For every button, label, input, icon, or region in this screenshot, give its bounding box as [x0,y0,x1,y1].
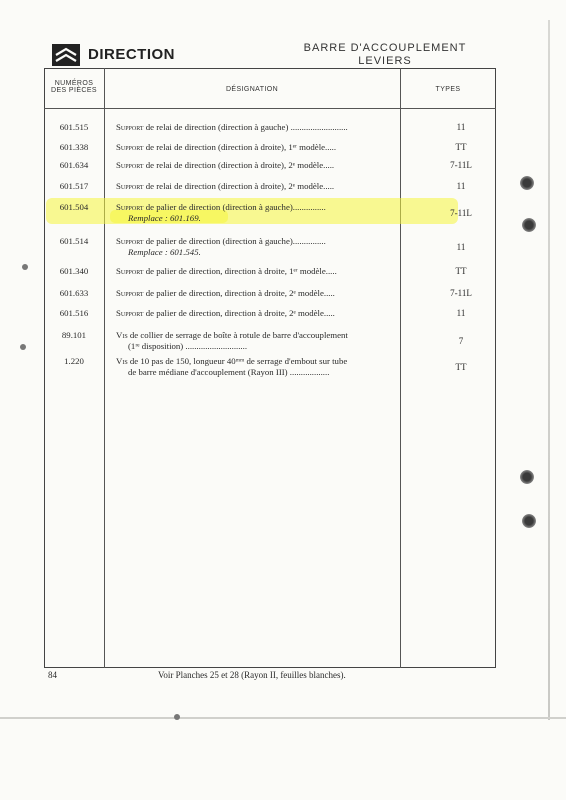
punch-hole-icon [522,514,536,528]
column-header-numbers [44,80,104,94]
designation-text: de palier de direction (direction à gauche)............... [143,236,326,246]
section-title: DIRECTION [88,46,175,63]
scan-edge [548,20,550,720]
designation-text: de relai de direction (direction à droite), 2ᵉ modèle..... [143,160,335,170]
designation-lead: Support [116,288,144,298]
page-number: 84 [48,670,57,680]
citroen-logo-icon [52,44,80,66]
designation-subline: Remplace : 601.169. [128,213,201,223]
part-designation [116,160,436,171]
part-designation [116,356,436,378]
part-designation [116,122,436,133]
column-header-designation: DÉSIGNATION [225,86,279,93]
designation-subline: de barre médiane d'accouplement (Rayon III) .................. [128,367,330,377]
punch-hole-icon [520,176,534,190]
scan-speck [20,344,26,350]
designation-text: de palier de direction, direction à droite, 2ᵉ modèle..... [143,288,335,298]
designation-lead: Vis [116,330,128,340]
part-designation [116,236,436,258]
designation-subline: Remplace : 601.545. [128,247,201,257]
vehicle-type: TT [455,362,467,372]
part-designation [116,202,436,224]
designation-text: de relai de direction (direction à droite), 2ᵉ modèle..... [143,181,335,191]
column-divider [104,68,105,668]
part-number: 601.517 [59,181,89,191]
designation-subline: (1ʳᵉ disposition) ............................ [128,341,248,351]
designation-text: de palier de direction, direction à droite, 2ᵉ modèle..... [143,308,335,318]
scan-edge [0,717,566,719]
column-header-types: TYPES [435,86,461,93]
part-number: 601.633 [59,288,89,298]
part-number: 601.514 [59,236,89,246]
punch-hole-icon [522,218,536,232]
subtitle-line-2: LEVIERS [358,55,412,67]
designation-lead: Support [116,308,144,318]
designation-lead: Support [116,181,144,191]
designation-text: de relai de direction (direction à gauche) .......................... [143,122,348,132]
part-designation [116,266,436,277]
part-number: 601.504 [59,202,89,212]
designation-lead: Vis [116,356,128,366]
designation-text: de relai de direction (direction à droite), 1ᵉʳ modèle..... [143,142,337,152]
vehicle-type: TT [455,142,467,152]
vehicle-type: TT [455,266,467,276]
scan-speck [22,264,28,270]
part-number: 601.634 [59,160,89,170]
part-number: 601.338 [59,142,89,152]
designation-lead: Support [116,266,144,276]
part-number: 601.515 [59,122,89,132]
designation-text: de 10 pas de 150, longueur 40ᵐᵐ de serrage d'embout sur tube [127,356,348,366]
part-designation [116,181,436,192]
column-header-numbers-line-2: DES PIÈCES [50,87,97,94]
designation-lead: Support [116,160,144,170]
vehicle-type: 7-11L [450,208,472,218]
part-designation [116,330,436,352]
designation-text: de palier de direction (direction à gauche)............... [143,202,326,212]
scan-speck [174,714,180,720]
vehicle-type: 7-11L [450,288,472,298]
vehicle-type: 11 [456,181,466,191]
vehicle-type: 7 [458,336,464,346]
part-designation [116,308,436,319]
designation-lead: Support [116,122,144,132]
designation-text: de palier de direction, direction à droite, 1ᵉʳ modèle..... [143,266,337,276]
part-number: 601.340 [59,266,89,276]
header-divider [44,108,496,109]
designation-text: de collier de serrage de boîte à rotule de barre d'accouplement [127,330,348,340]
designation-lead: Support [116,142,144,152]
vehicle-type: 11 [456,122,466,132]
section-subtitle [300,42,470,68]
part-number: 1.220 [64,356,84,366]
designation-lead: Support [116,202,144,212]
part-number: 601.516 [59,308,89,318]
punch-hole-icon [520,470,534,484]
column-header-numbers-line-1: NUMÉROS [54,80,94,87]
part-number: 89.101 [61,330,87,340]
part-designation [116,142,436,153]
vehicle-type: 11 [456,308,466,318]
part-designation [116,288,436,299]
footer-note: Voir Planches 25 et 28 (Rayon II, feuilles blanches). [158,670,346,680]
vehicle-type: 11 [456,242,466,252]
designation-lead: Support [116,236,144,246]
subtitle-line-1: BARRE D'ACCOUPLEMENT [303,42,467,54]
vehicle-type: 7-11L [450,160,472,170]
